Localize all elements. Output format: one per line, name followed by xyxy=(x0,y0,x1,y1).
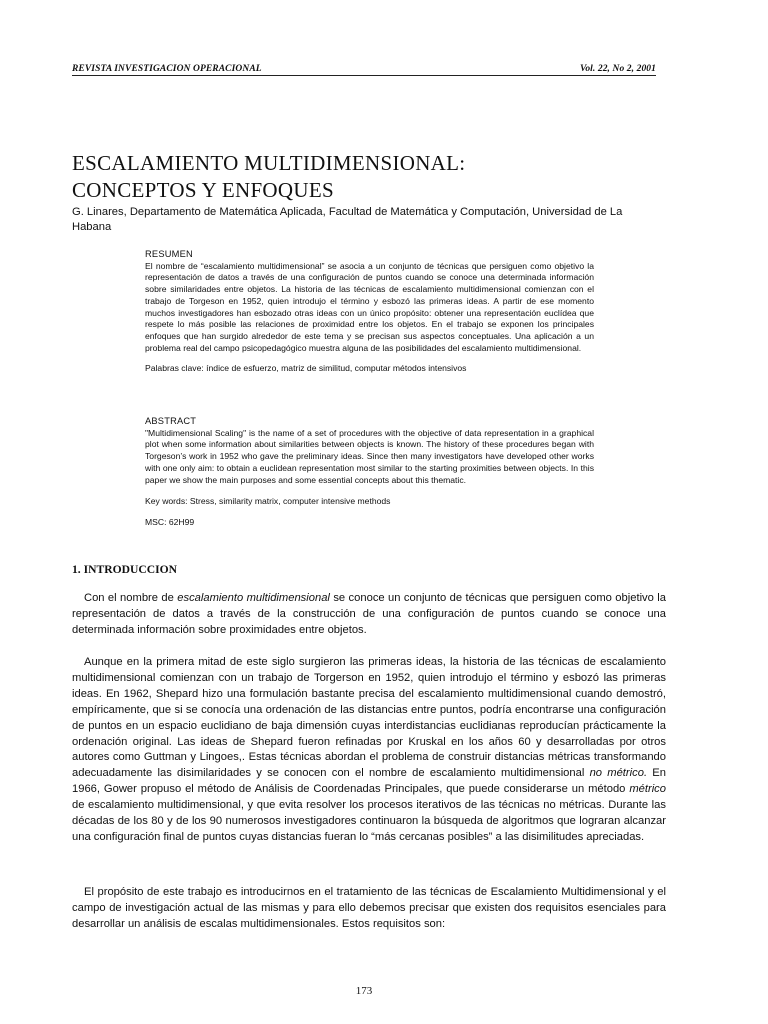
author-affiliation: G. Linares, Departamento de Matemática Aplicada, Facultad de Matemática y Computación, Universidad de La Habana xyxy=(72,206,623,233)
resumen-text: El nombre de “escalamiento multidimensional” se asocia a un conjunto de técnicas que persiguen como objetivo la representación de datos a través de una configuración de puntos cuando se conoce una determinada información sobre similaridades entre objetos. La historia de las técnicas de escalamiento multidimensional comienzan con el trabajo de Torgeson en 1952, quien introdujo el término y esbozó las primeras ideas. A partir de ese momento muchos investigadores han esbozado otras ideas con un único propósito: obtener una representación euclídea que respete lo más posible las relaciones de proximidad entre los objetos. En el trabajo se exponen los principales enfoques que han surgido alrededor de este tema y se precisan sus aspectos conceptuales. Una aplicación a un problema real del campo psicopedagógico muestra alguna de las posibilidades del escalamiento multidimensional. xyxy=(145,260,594,353)
p1-emphasis: escalamiento multidimensional xyxy=(177,592,330,604)
volume-info: Vol. 22, No 2, 2001 xyxy=(579,64,656,74)
intro-paragraph-3: El propósito de este trabajo es introducirnos en el tratamiento de las técnicas de Escalamiento Multidimensional y el campo de investigación actual de las mismas y para ello debemos precisar que existen dos requisitos esenciales para desarrollar un análisis de escalas multidimensionales. Estos requisitos son: xyxy=(72,886,666,930)
abstract-text: "Multidimensional Scaling" is the name of a set of procedures with the objective of data representation in a graphical plot when some information about similarities between objects is known. The history of these procedures began with Torgeson’s work in 1952 who gave the preliminary ideas. Since then many investigators have developed other works with one only aim: to obtain a euclidean representation most similar to the starting proximities between objects. In this paper we show the main purposes and some essential concepts about this thematic. xyxy=(145,427,594,485)
p2-text-part-2: En 1966, Gower propuso el método de Análisis de Coordenadas Principales, que puede considerarse un método xyxy=(72,767,666,796)
page-number: 173 xyxy=(355,985,373,997)
p1-text-start: Con el nombre de xyxy=(84,592,178,604)
resumen-keywords: Palabras clave: índice de esfuerzo, matriz de similitud, computar métodos intensivos xyxy=(145,363,467,374)
title-line-2: CONCEPTOS Y ENFOQUES xyxy=(72,178,334,202)
paper-title xyxy=(72,150,656,204)
p1-text-end: se conoce un conjunto de técnicas que persiguen como objetivo la representación de datos a través de la construcción de una configuración de puntos cuando se conoce una determinada información sobre proximidades entre objetos. xyxy=(72,592,666,636)
p2-emphasis-1: no métrico. xyxy=(589,767,648,780)
msc-code: MSC: 62H99 xyxy=(145,516,195,527)
p2-emphasis-2: métrico xyxy=(629,783,666,796)
journal-name: REVISTA INVESTIGACION OPERACIONAL xyxy=(72,64,262,74)
section-heading: 1. INTRODUCCION xyxy=(72,563,177,576)
running-header xyxy=(72,64,656,76)
p2-text-part-1: Aunque en la primera mitad de este siglo surgieron las primeras ideas, la historia de las técnicas de escalamiento multidimensional comienzan con un trabajo de Torgerson en 1952, quien introdujo el término y esbozó las primeras ideas. En 1962, Shepard hizo una formulación bastante precisa del escalamiento multidimensional cuando demostró, empíricamente, que si se conocía una ordenación de las distancias entre puntos, podría encontrarse una configuración de puntos en un espacio euclidiano de baja dimensión cuyas interdistancias euclidianas reproducían prácticamente la ordenación original. Las ideas de Shepard fueron refinadas por Kruskal en los años 60 y desarrolladas por otros autores como Guttman y Lingoes,. Estas técnicas abordan el problema de construir distancias métricas transformando adecuadamente las disimilaridades y se conocen con el nombre de escalamiento multidimensional xyxy=(72,656,666,780)
intro-paragraph-2 xyxy=(72,655,666,846)
resumen-block xyxy=(145,249,594,375)
title-line-1: ESCALAMIENTO MULTIDIMENSIONAL: xyxy=(72,151,466,175)
p2-text-part-3: de escalamiento multidimensional, y que evita resolver los procesos iterativos de las técnicas no métricas. Durante las décadas de los 80 y de los 90 numerosos investigadores continuaron la búsqueda de algoritmos que lograran alcanzar una configuración final de puntos cuyas distancias fueran lo “más cercanas posibles” a las disimilitudes apreciadas. xyxy=(72,799,666,843)
resumen-heading: RESUMEN xyxy=(145,249,193,259)
abstract-keywords: Key words: Stress, similarity matrix, computer intensive methods xyxy=(145,496,391,507)
abstract-block xyxy=(145,416,594,529)
abstract-heading: ABSTRACT xyxy=(145,416,197,426)
intro-paragraph-1 xyxy=(72,591,666,639)
